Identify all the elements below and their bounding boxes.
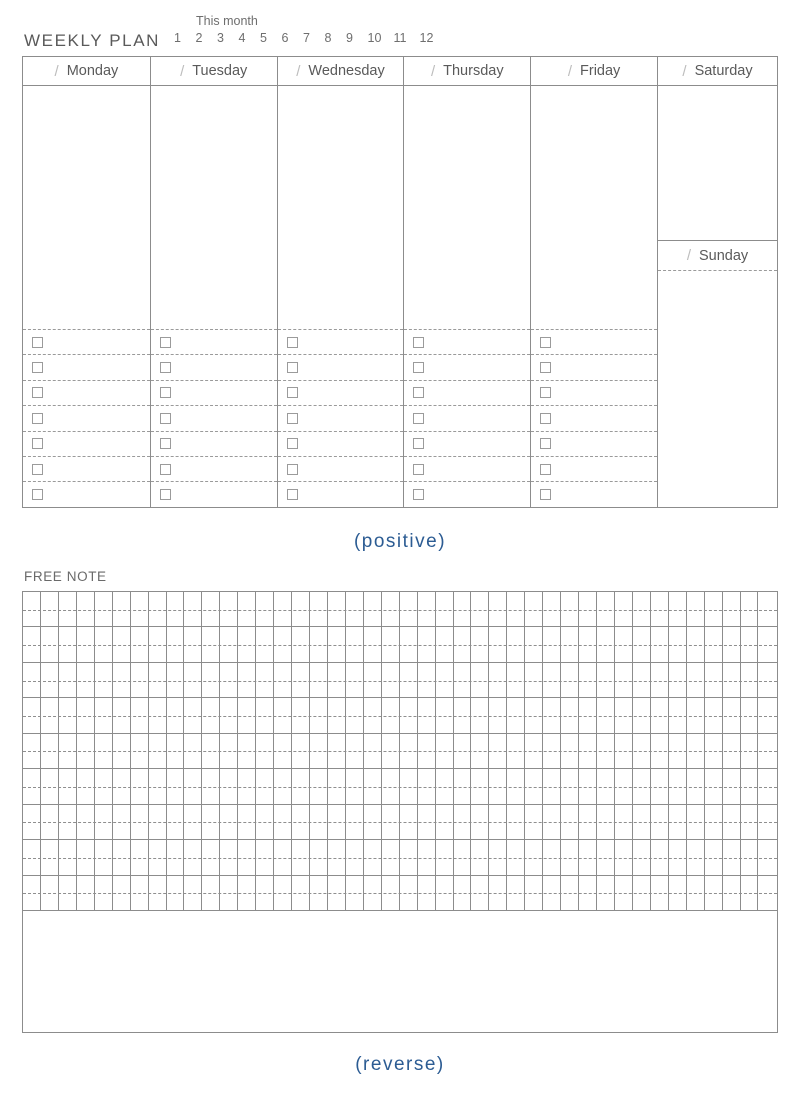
- weekly-plan-table: [22, 56, 778, 508]
- day-header-thursday: [404, 57, 530, 86]
- task-row[interactable]: [404, 329, 530, 354]
- note-grid-dashed-midline: [23, 645, 777, 646]
- reverse-page: [0, 565, 800, 1105]
- task-row[interactable]: [531, 405, 657, 430]
- note-grid-row: [23, 840, 777, 875]
- task-row[interactable]: [23, 431, 150, 456]
- day-freespace-wednesday[interactable]: [278, 86, 404, 329]
- month-number-9[interactable]: 9: [346, 31, 353, 45]
- note-grid-area[interactable]: [23, 592, 777, 911]
- day-freespace-tuesday[interactable]: [151, 86, 277, 329]
- note-grid-dashed-midline: [23, 716, 777, 717]
- note-grid-dashed-midline: [23, 610, 777, 611]
- task-row[interactable]: [23, 481, 150, 506]
- note-grid-dashed-midline: [23, 787, 777, 788]
- task-row[interactable]: [531, 431, 657, 456]
- day-label-monday: Monday: [66, 63, 119, 79]
- task-row[interactable]: [531, 380, 657, 405]
- day-label-sunday: Sunday: [698, 247, 749, 264]
- day-column-wednesday[interactable]: [277, 57, 404, 507]
- note-grid-dashed-midline: [23, 681, 777, 682]
- checkbox-icon[interactable]: [160, 464, 171, 475]
- checkbox-icon[interactable]: [287, 438, 298, 449]
- month-number-8[interactable]: 8: [324, 31, 332, 45]
- task-list-monday: [23, 329, 150, 507]
- checkbox-icon[interactable]: [540, 489, 551, 500]
- task-row[interactable]: [23, 354, 150, 379]
- task-row[interactable]: [151, 456, 277, 481]
- task-row[interactable]: [151, 481, 277, 506]
- day-freespace-friday[interactable]: [531, 86, 657, 329]
- month-number-row[interactable]: [174, 31, 474, 46]
- task-row[interactable]: [278, 354, 404, 379]
- checkbox-icon[interactable]: [287, 413, 298, 424]
- checkbox-icon[interactable]: [540, 387, 551, 398]
- checkbox-icon[interactable]: [540, 362, 551, 373]
- checkbox-icon[interactable]: [413, 387, 424, 398]
- date-slash-icon: /: [54, 62, 59, 80]
- checkbox-icon[interactable]: [540, 464, 551, 475]
- note-grid-row: [23, 592, 777, 627]
- page-title: WEEKLY PLAN: [24, 31, 161, 50]
- note-grid-row: [23, 805, 777, 840]
- free-note-title: FREE NOTE: [24, 569, 107, 584]
- month-number-1[interactable]: 1: [174, 31, 181, 45]
- checkbox-icon[interactable]: [287, 362, 298, 373]
- checkbox-icon[interactable]: [160, 387, 171, 398]
- checkbox-icon[interactable]: [413, 489, 424, 500]
- checkbox-icon[interactable]: [160, 362, 171, 373]
- day-column-sunday[interactable]: [658, 241, 777, 487]
- task-row[interactable]: [404, 380, 530, 405]
- note-grid-row: [23, 627, 777, 662]
- task-list-wednesday: [278, 329, 404, 507]
- task-row[interactable]: [278, 405, 404, 430]
- checkbox-icon[interactable]: [287, 464, 298, 475]
- date-slash-icon: /: [686, 247, 691, 264]
- caption-positive: (positive): [353, 531, 447, 552]
- date-slash-icon: /: [296, 62, 301, 80]
- plan-header: [22, 14, 778, 54]
- task-row[interactable]: [278, 329, 404, 354]
- month-number-5[interactable]: 5: [260, 31, 267, 45]
- date-slash-icon: /: [430, 62, 436, 80]
- day-header-tuesday: [151, 57, 277, 86]
- checkbox-icon[interactable]: [287, 387, 298, 398]
- task-row[interactable]: [151, 405, 277, 430]
- caption-reverse: (reverse): [355, 1054, 445, 1075]
- checkbox-icon[interactable]: [413, 337, 424, 348]
- day-header-friday: [531, 57, 657, 86]
- day-header-sunday: [658, 241, 777, 270]
- task-row[interactable]: [278, 456, 404, 481]
- task-row[interactable]: [531, 481, 657, 506]
- day-column-friday[interactable]: [530, 57, 657, 507]
- task-row[interactable]: [151, 329, 277, 354]
- note-grid-row: [23, 663, 777, 698]
- month-number-2[interactable]: 2: [195, 31, 203, 45]
- checkbox-icon[interactable]: [287, 337, 298, 348]
- date-slash-icon: /: [682, 62, 687, 80]
- checkbox-icon[interactable]: [540, 413, 551, 424]
- task-row[interactable]: [404, 481, 530, 506]
- checkbox-icon[interactable]: [413, 362, 424, 373]
- checkbox-icon[interactable]: [413, 464, 424, 475]
- free-note-box[interactable]: [22, 591, 778, 1033]
- checkbox-icon[interactable]: [32, 464, 43, 475]
- task-row[interactable]: [23, 329, 150, 354]
- day-header-wednesday: [278, 57, 404, 86]
- task-list-friday: [531, 329, 657, 507]
- checkbox-icon[interactable]: [287, 489, 298, 500]
- note-grid-row: [23, 876, 777, 911]
- note-grid-row: [23, 698, 777, 733]
- checkbox-icon[interactable]: [32, 489, 43, 500]
- note-grid-row: [23, 734, 777, 769]
- day-freespace-sunday[interactable]: [658, 270, 777, 487]
- weekday-columns: [23, 57, 657, 507]
- day-column-tuesday[interactable]: [150, 57, 277, 507]
- task-row[interactable]: [404, 456, 530, 481]
- checkbox-icon[interactable]: [160, 438, 171, 449]
- checkbox-icon[interactable]: [32, 337, 43, 348]
- task-row[interactable]: [531, 456, 657, 481]
- task-row[interactable]: [404, 431, 530, 456]
- day-label-thursday: Thursday: [443, 63, 504, 79]
- weekend-column: [657, 57, 777, 507]
- task-row[interactable]: [531, 329, 657, 354]
- day-header-saturday: [658, 57, 777, 86]
- checkbox-icon[interactable]: [32, 438, 43, 449]
- day-label-saturday: Saturday: [694, 63, 753, 79]
- checkbox-icon[interactable]: [32, 413, 43, 424]
- note-grid-dashed-midline: [23, 893, 777, 894]
- month-number-4[interactable]: 4: [238, 31, 246, 45]
- task-row[interactable]: [23, 456, 150, 481]
- checkbox-icon[interactable]: [540, 438, 551, 449]
- month-number-10[interactable]: 10: [367, 31, 382, 45]
- day-header-monday: [23, 57, 150, 86]
- day-label-wednesday: Wednesday: [308, 63, 385, 79]
- day-freespace-thursday[interactable]: [404, 86, 530, 329]
- month-number-12[interactable]: 12: [419, 31, 434, 45]
- task-list-tuesday: [151, 329, 277, 507]
- task-row[interactable]: [151, 431, 277, 456]
- day-label-friday: Friday: [580, 63, 621, 79]
- month-number-3[interactable]: 3: [217, 31, 224, 45]
- checkbox-icon[interactable]: [32, 387, 43, 398]
- note-grid-dashed-midline: [23, 822, 777, 823]
- task-row[interactable]: [404, 405, 530, 430]
- month-number-11[interactable]: 11: [393, 31, 407, 45]
- task-row[interactable]: [278, 481, 404, 506]
- note-grid-dashed-midline: [23, 858, 777, 859]
- checkbox-icon[interactable]: [540, 337, 551, 348]
- task-row[interactable]: [531, 354, 657, 379]
- this-month-selector[interactable]: [174, 14, 474, 46]
- task-row[interactable]: [278, 380, 404, 405]
- note-grid-row: [23, 769, 777, 804]
- checkbox-icon[interactable]: [160, 489, 171, 500]
- note-grid-dashed-midline: [23, 751, 777, 752]
- task-row[interactable]: [151, 380, 277, 405]
- day-column-monday[interactable]: [23, 57, 150, 507]
- task-row[interactable]: [404, 354, 530, 379]
- this-month-label: This month: [196, 14, 258, 28]
- month-number-6[interactable]: 6: [281, 31, 289, 45]
- date-slash-icon: /: [567, 62, 573, 80]
- task-row[interactable]: [23, 405, 150, 430]
- date-slash-icon: /: [180, 62, 185, 80]
- task-list-thursday: [404, 329, 530, 507]
- month-number-7[interactable]: 7: [303, 31, 310, 45]
- day-freespace-monday[interactable]: [23, 86, 150, 329]
- checkbox-icon[interactable]: [160, 413, 171, 424]
- task-row[interactable]: [278, 431, 404, 456]
- checkbox-icon[interactable]: [160, 337, 171, 348]
- day-freespace-saturday[interactable]: [658, 86, 777, 240]
- checkbox-icon[interactable]: [32, 362, 43, 373]
- day-label-tuesday: Tuesday: [192, 63, 248, 79]
- day-column-saturday[interactable]: [658, 57, 777, 241]
- day-column-thursday[interactable]: [403, 57, 530, 507]
- task-row[interactable]: [23, 380, 150, 405]
- task-row[interactable]: [151, 354, 277, 379]
- note-blank-area[interactable]: [23, 911, 777, 1032]
- checkbox-icon[interactable]: [413, 438, 424, 449]
- checkbox-icon[interactable]: [413, 413, 424, 424]
